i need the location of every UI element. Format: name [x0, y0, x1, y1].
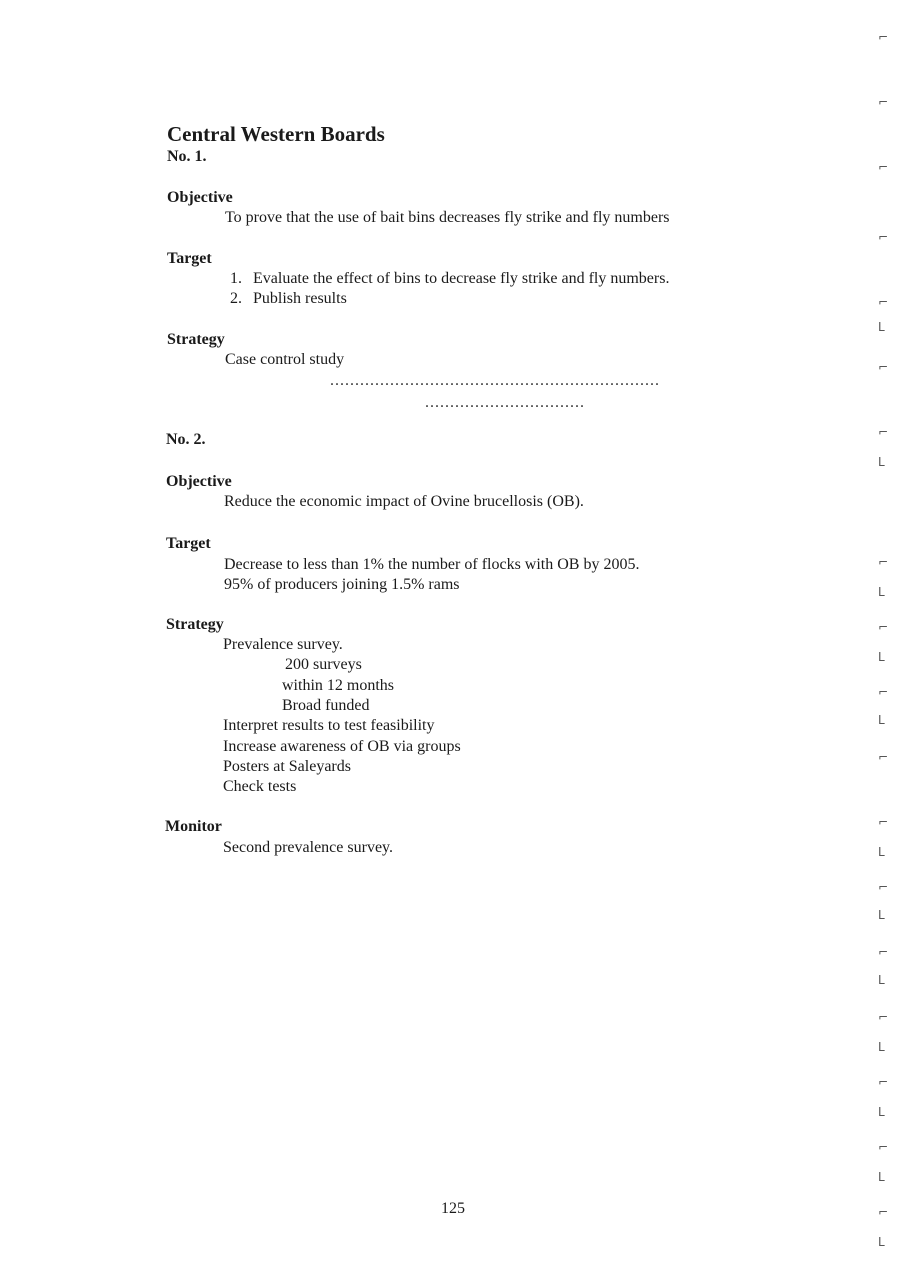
section-2-monitor-text: Second prevalence survey. — [223, 839, 393, 856]
section-1-strategy-heading: Strategy — [167, 331, 225, 348]
binding-mark: ⌐ — [878, 815, 889, 829]
strategy-subitem: within 12 months — [282, 677, 395, 694]
section-1-number: No. 1. — [167, 148, 207, 165]
strategy-item: Posters at Saleyards — [223, 758, 351, 775]
binding-mark: L — [878, 1040, 885, 1054]
section-2-strategy-heading: Strategy — [166, 616, 224, 633]
section-2-monitor-heading: Monitor — [165, 818, 222, 835]
binding-mark: L — [878, 845, 885, 859]
strategy-item: Interpret results to test feasibility — [223, 717, 435, 734]
strategy-item: Increase awareness of OB via groups — [223, 738, 461, 755]
binding-mark: ⌐ — [878, 160, 889, 174]
target-item-number: 2. — [230, 290, 242, 307]
strategy-subitem: Broad funded — [282, 697, 370, 714]
binding-mark: L — [878, 1105, 885, 1119]
binding-mark: ⌐ — [878, 1140, 889, 1154]
binding-mark: L — [878, 1235, 885, 1249]
section-1-target-heading: Target — [167, 250, 212, 267]
binding-mark: ⌐ — [878, 620, 889, 634]
binding-mark: ⌐ — [878, 425, 889, 439]
dotted-separator: .................................................................. — [330, 372, 660, 389]
section-2-number: No. 2. — [166, 431, 206, 448]
binding-mark: ⌐ — [878, 295, 889, 309]
section-2-objective-heading: Objective — [166, 473, 232, 490]
binding-mark: L — [878, 455, 885, 469]
binding-mark: L — [878, 320, 885, 334]
scan-binding-marks — [870, 0, 900, 1279]
target-item-text: Evaluate the effect of bins to decrease fly strike and fly numbers. — [253, 270, 670, 287]
binding-mark: ⌐ — [878, 880, 889, 894]
strategy-subitem: 200 surveys — [285, 656, 362, 673]
target-item-text: Publish results — [253, 290, 347, 307]
binding-mark: ⌐ — [878, 750, 889, 764]
target-line: 95% of producers joining 1.5% rams — [224, 576, 460, 593]
section-1-objective-text: To prove that the use of bait bins decreases fly strike and fly numbers — [225, 209, 670, 226]
binding-mark: L — [878, 973, 885, 987]
target-item-number: 1. — [230, 270, 242, 287]
strategy-item: Check tests — [223, 778, 297, 795]
section-2-objective-text: Reduce the economic impact of Ovine brucellosis (OB). — [224, 493, 584, 510]
binding-mark: ⌐ — [878, 685, 889, 699]
dotted-separator: ................................ — [425, 394, 585, 411]
page-number: 125 — [441, 1200, 465, 1217]
binding-mark: ⌐ — [878, 30, 889, 44]
binding-mark: L — [878, 1170, 885, 1184]
binding-mark: ⌐ — [878, 1205, 889, 1219]
binding-mark: ⌐ — [878, 555, 889, 569]
section-1-objective-heading: Objective — [167, 189, 233, 206]
strategy-item: Prevalence survey. — [223, 636, 343, 653]
binding-mark: ⌐ — [878, 230, 889, 244]
binding-mark: L — [878, 713, 885, 727]
binding-mark: L — [878, 650, 885, 664]
target-line: Decrease to less than 1% the number of flocks with OB by 2005. — [224, 556, 640, 573]
section-2-target-heading: Target — [166, 535, 211, 552]
binding-mark: ⌐ — [878, 945, 889, 959]
binding-mark: ⌐ — [878, 1010, 889, 1024]
binding-mark: L — [878, 908, 885, 922]
binding-mark: ⌐ — [878, 360, 889, 374]
page-title: Central Western Boards — [167, 122, 385, 146]
section-1-strategy-text: Case control study — [225, 351, 345, 368]
binding-mark: ⌐ — [878, 1075, 889, 1089]
binding-mark: ⌐ — [878, 95, 889, 109]
binding-mark: L — [878, 585, 885, 599]
